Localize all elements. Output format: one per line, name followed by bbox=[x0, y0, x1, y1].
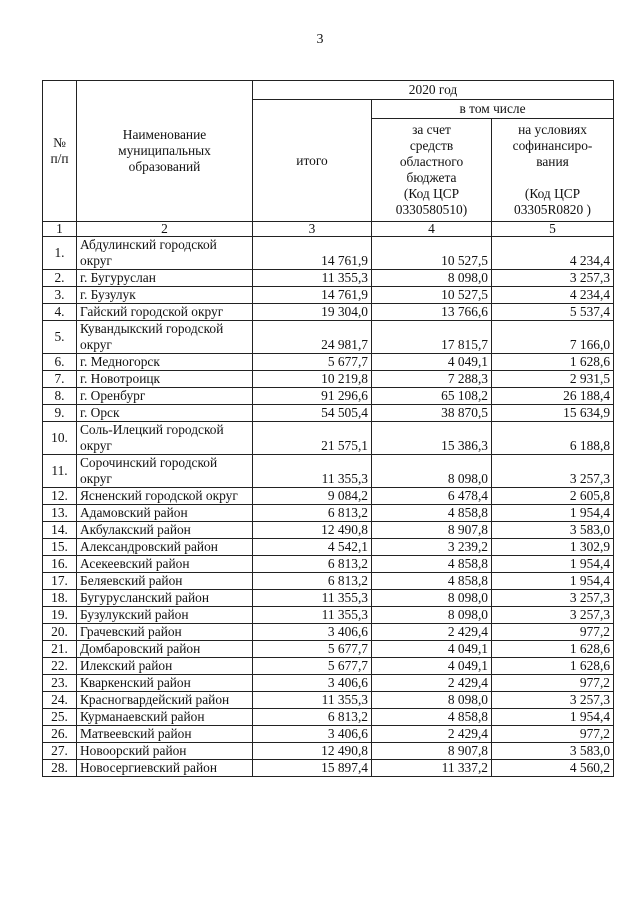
total-value: 12 490,8 bbox=[253, 522, 372, 539]
row-number: 7. bbox=[43, 371, 77, 388]
regional-budget-value: 10 527,5 bbox=[372, 287, 492, 304]
total-value: 11 355,3 bbox=[253, 455, 372, 488]
regional-budget-value: 8 098,0 bbox=[372, 455, 492, 488]
table-row bbox=[43, 607, 614, 624]
total-value: 11 355,3 bbox=[253, 607, 372, 624]
header-including: в том числе bbox=[372, 100, 614, 119]
table-header bbox=[43, 81, 614, 222]
cofinancing-value: 2 605,8 bbox=[492, 488, 614, 505]
cofinancing-value: 6 188,8 bbox=[492, 422, 614, 455]
municipality-name: Соль-Илецкий городской округ bbox=[77, 422, 253, 455]
table-row bbox=[43, 422, 614, 455]
total-value: 3 406,6 bbox=[253, 675, 372, 692]
index-cell: 1 bbox=[43, 222, 77, 237]
regional-budget-value: 65 108,2 bbox=[372, 388, 492, 405]
regional-budget-value: 2 429,4 bbox=[372, 726, 492, 743]
total-value: 3 406,6 bbox=[253, 624, 372, 641]
table-row bbox=[43, 354, 614, 371]
municipality-name: Александровский район bbox=[77, 539, 253, 556]
total-value: 14 761,9 bbox=[253, 237, 372, 270]
cofinancing-value: 26 188,4 bbox=[492, 388, 614, 405]
row-number: 11. bbox=[43, 455, 77, 488]
total-value: 9 084,2 bbox=[253, 488, 372, 505]
cofinancing-value: 977,2 bbox=[492, 726, 614, 743]
cofinancing-value: 3 257,3 bbox=[492, 692, 614, 709]
row-number: 19. bbox=[43, 607, 77, 624]
regional-budget-value: 8 907,8 bbox=[372, 522, 492, 539]
row-number: 17. bbox=[43, 573, 77, 590]
total-value: 5 677,7 bbox=[253, 354, 372, 371]
table-row bbox=[43, 692, 614, 709]
regional-budget-value: 10 527,5 bbox=[372, 237, 492, 270]
regional-budget-value: 6 478,4 bbox=[372, 488, 492, 505]
cofinancing-value: 3 257,3 bbox=[492, 590, 614, 607]
row-number: 10. bbox=[43, 422, 77, 455]
row-number: 22. bbox=[43, 658, 77, 675]
municipality-name: Гайский городской округ bbox=[77, 304, 253, 321]
cofinancing-value: 15 634,9 bbox=[492, 405, 614, 422]
row-number: 4. bbox=[43, 304, 77, 321]
regional-budget-value: 4 858,8 bbox=[372, 505, 492, 522]
cofinancing-value: 977,2 bbox=[492, 624, 614, 641]
total-value: 12 490,8 bbox=[253, 743, 372, 760]
total-value: 5 677,7 bbox=[253, 641, 372, 658]
municipality-name: Беляевский район bbox=[77, 573, 253, 590]
municipality-name: Адамовский район bbox=[77, 505, 253, 522]
column-index-row bbox=[43, 222, 614, 237]
table-row bbox=[43, 590, 614, 607]
municipality-name: Акбулакский район bbox=[77, 522, 253, 539]
row-number: 16. bbox=[43, 556, 77, 573]
row-number: 27. bbox=[43, 743, 77, 760]
regional-budget-value: 3 239,2 bbox=[372, 539, 492, 556]
total-value: 5 677,7 bbox=[253, 658, 372, 675]
row-number: 2. bbox=[43, 270, 77, 287]
table-row bbox=[43, 539, 614, 556]
table-row bbox=[43, 505, 614, 522]
municipality-name: Красногвардейский район bbox=[77, 692, 253, 709]
index-cell: 2 bbox=[77, 222, 253, 237]
total-value: 10 219,8 bbox=[253, 371, 372, 388]
row-number: 13. bbox=[43, 505, 77, 522]
table-row bbox=[43, 675, 614, 692]
row-number: 8. bbox=[43, 388, 77, 405]
regional-budget-value: 8 098,0 bbox=[372, 590, 492, 607]
municipality-name: Бугурусланский район bbox=[77, 590, 253, 607]
total-value: 14 761,9 bbox=[253, 287, 372, 304]
total-value: 6 813,2 bbox=[253, 709, 372, 726]
regional-budget-value: 4 049,1 bbox=[372, 658, 492, 675]
cofinancing-value: 4 234,4 bbox=[492, 287, 614, 304]
table-row bbox=[43, 743, 614, 760]
funding-table bbox=[42, 80, 614, 777]
table-body bbox=[43, 222, 614, 777]
total-value: 11 355,3 bbox=[253, 270, 372, 287]
total-value: 19 304,0 bbox=[253, 304, 372, 321]
cofinancing-value: 3 257,3 bbox=[492, 270, 614, 287]
row-number: 18. bbox=[43, 590, 77, 607]
regional-budget-value: 7 288,3 bbox=[372, 371, 492, 388]
municipality-name: Новоорский район bbox=[77, 743, 253, 760]
cofinancing-value: 1 628,6 bbox=[492, 354, 614, 371]
header-cofin: на условиях софинансиро- вания (Код ЦСР 03305R0820 ) bbox=[492, 119, 614, 222]
row-number: 9. bbox=[43, 405, 77, 422]
table-row bbox=[43, 573, 614, 590]
regional-budget-value: 11 337,2 bbox=[372, 760, 492, 777]
table-row bbox=[43, 522, 614, 539]
municipality-name: Грачевский район bbox=[77, 624, 253, 641]
municipality-name: Бузулукский район bbox=[77, 607, 253, 624]
table-row bbox=[43, 641, 614, 658]
municipality-name: Домбаровский район bbox=[77, 641, 253, 658]
total-value: 3 406,6 bbox=[253, 726, 372, 743]
table-row bbox=[43, 709, 614, 726]
table-row bbox=[43, 556, 614, 573]
cofinancing-value: 1 628,6 bbox=[492, 641, 614, 658]
header-year: 2020 год bbox=[253, 81, 614, 100]
regional-budget-value: 4 049,1 bbox=[372, 641, 492, 658]
row-number: 6. bbox=[43, 354, 77, 371]
cofinancing-value: 1 954,4 bbox=[492, 573, 614, 590]
regional-budget-value: 38 870,5 bbox=[372, 405, 492, 422]
municipality-name: Асекеевский район bbox=[77, 556, 253, 573]
cofinancing-value: 1 954,4 bbox=[492, 505, 614, 522]
regional-budget-value: 17 815,7 bbox=[372, 321, 492, 354]
table-row bbox=[43, 371, 614, 388]
table-row bbox=[43, 388, 614, 405]
total-value: 54 505,4 bbox=[253, 405, 372, 422]
total-value: 6 813,2 bbox=[253, 505, 372, 522]
row-number: 23. bbox=[43, 675, 77, 692]
table-row bbox=[43, 455, 614, 488]
table-row bbox=[43, 658, 614, 675]
municipality-name: г. Новотроицк bbox=[77, 371, 253, 388]
cofinancing-value: 2 931,5 bbox=[492, 371, 614, 388]
regional-budget-value: 2 429,4 bbox=[372, 624, 492, 641]
total-value: 6 813,2 bbox=[253, 556, 372, 573]
table-row bbox=[43, 237, 614, 270]
cofinancing-value: 3 583,0 bbox=[492, 522, 614, 539]
cofinancing-value: 1 302,9 bbox=[492, 539, 614, 556]
municipality-name: Сорочинский городской округ bbox=[77, 455, 253, 488]
municipality-name: Ясненский городской округ bbox=[77, 488, 253, 505]
row-number: 5. bbox=[43, 321, 77, 354]
cofinancing-value: 1 954,4 bbox=[492, 556, 614, 573]
cofinancing-value: 3 257,3 bbox=[492, 607, 614, 624]
cofinancing-value: 1 628,6 bbox=[492, 658, 614, 675]
municipality-name: Курманаевский район bbox=[77, 709, 253, 726]
cofinancing-value: 4 560,2 bbox=[492, 760, 614, 777]
regional-budget-value: 8 907,8 bbox=[372, 743, 492, 760]
regional-budget-value: 4 858,8 bbox=[372, 709, 492, 726]
row-number: 3. bbox=[43, 287, 77, 304]
row-number: 28. bbox=[43, 760, 77, 777]
cofinancing-value: 7 166,0 bbox=[492, 321, 614, 354]
total-value: 6 813,2 bbox=[253, 573, 372, 590]
cofinancing-value: 4 234,4 bbox=[492, 237, 614, 270]
header-regional: за счет средств областного бюджета (Код ЦСР 0330580510) bbox=[372, 119, 492, 222]
header-total: итого bbox=[253, 100, 372, 222]
municipality-name: г. Медногорск bbox=[77, 354, 253, 371]
table-row bbox=[43, 321, 614, 354]
total-value: 21 575,1 bbox=[253, 422, 372, 455]
total-value: 15 897,4 bbox=[253, 760, 372, 777]
municipality-name: г. Оренбург bbox=[77, 388, 253, 405]
table-row bbox=[43, 287, 614, 304]
municipality-name: Кваркенский район bbox=[77, 675, 253, 692]
row-number: 20. bbox=[43, 624, 77, 641]
municipality-name: г. Бузулук bbox=[77, 287, 253, 304]
regional-budget-value: 8 098,0 bbox=[372, 692, 492, 709]
municipality-name: Матвеевский район bbox=[77, 726, 253, 743]
regional-budget-value: 8 098,0 bbox=[372, 607, 492, 624]
header-number: № п/п bbox=[43, 81, 77, 222]
cofinancing-value: 3 583,0 bbox=[492, 743, 614, 760]
municipality-name: Кувандыкский городской округ bbox=[77, 321, 253, 354]
regional-budget-value: 13 766,6 bbox=[372, 304, 492, 321]
total-value: 11 355,3 bbox=[253, 692, 372, 709]
cofinancing-value: 1 954,4 bbox=[492, 709, 614, 726]
row-number: 21. bbox=[43, 641, 77, 658]
regional-budget-value: 4 858,8 bbox=[372, 573, 492, 590]
table-row bbox=[43, 726, 614, 743]
index-cell: 3 bbox=[253, 222, 372, 237]
regional-budget-value: 4 858,8 bbox=[372, 556, 492, 573]
cofinancing-value: 977,2 bbox=[492, 675, 614, 692]
regional-budget-value: 8 098,0 bbox=[372, 270, 492, 287]
total-value: 11 355,3 bbox=[253, 590, 372, 607]
regional-budget-value: 4 049,1 bbox=[372, 354, 492, 371]
table-row bbox=[43, 760, 614, 777]
table-row bbox=[43, 304, 614, 321]
page-number: 3 bbox=[316, 32, 324, 47]
regional-budget-value: 2 429,4 bbox=[372, 675, 492, 692]
municipality-name: Абдулинский городской округ bbox=[77, 237, 253, 270]
total-value: 24 981,7 bbox=[253, 321, 372, 354]
row-number: 24. bbox=[43, 692, 77, 709]
row-number: 12. bbox=[43, 488, 77, 505]
index-cell: 5 bbox=[492, 222, 614, 237]
row-number: 1. bbox=[43, 237, 77, 270]
table-row bbox=[43, 270, 614, 287]
regional-budget-value: 15 386,3 bbox=[372, 422, 492, 455]
municipality-name: г. Бугуруслан bbox=[77, 270, 253, 287]
row-number: 26. bbox=[43, 726, 77, 743]
municipality-name: Илекский район bbox=[77, 658, 253, 675]
table-row bbox=[43, 405, 614, 422]
table-row bbox=[43, 624, 614, 641]
row-number: 15. bbox=[43, 539, 77, 556]
header-name: Наименование муниципальных образований bbox=[77, 81, 253, 222]
municipality-name: Новосергиевский район bbox=[77, 760, 253, 777]
cofinancing-value: 5 537,4 bbox=[492, 304, 614, 321]
index-cell: 4 bbox=[372, 222, 492, 237]
municipality-name: г. Орск bbox=[77, 405, 253, 422]
cofinancing-value: 3 257,3 bbox=[492, 455, 614, 488]
total-value: 91 296,6 bbox=[253, 388, 372, 405]
table-row bbox=[43, 488, 614, 505]
row-number: 25. bbox=[43, 709, 77, 726]
row-number: 14. bbox=[43, 522, 77, 539]
total-value: 4 542,1 bbox=[253, 539, 372, 556]
